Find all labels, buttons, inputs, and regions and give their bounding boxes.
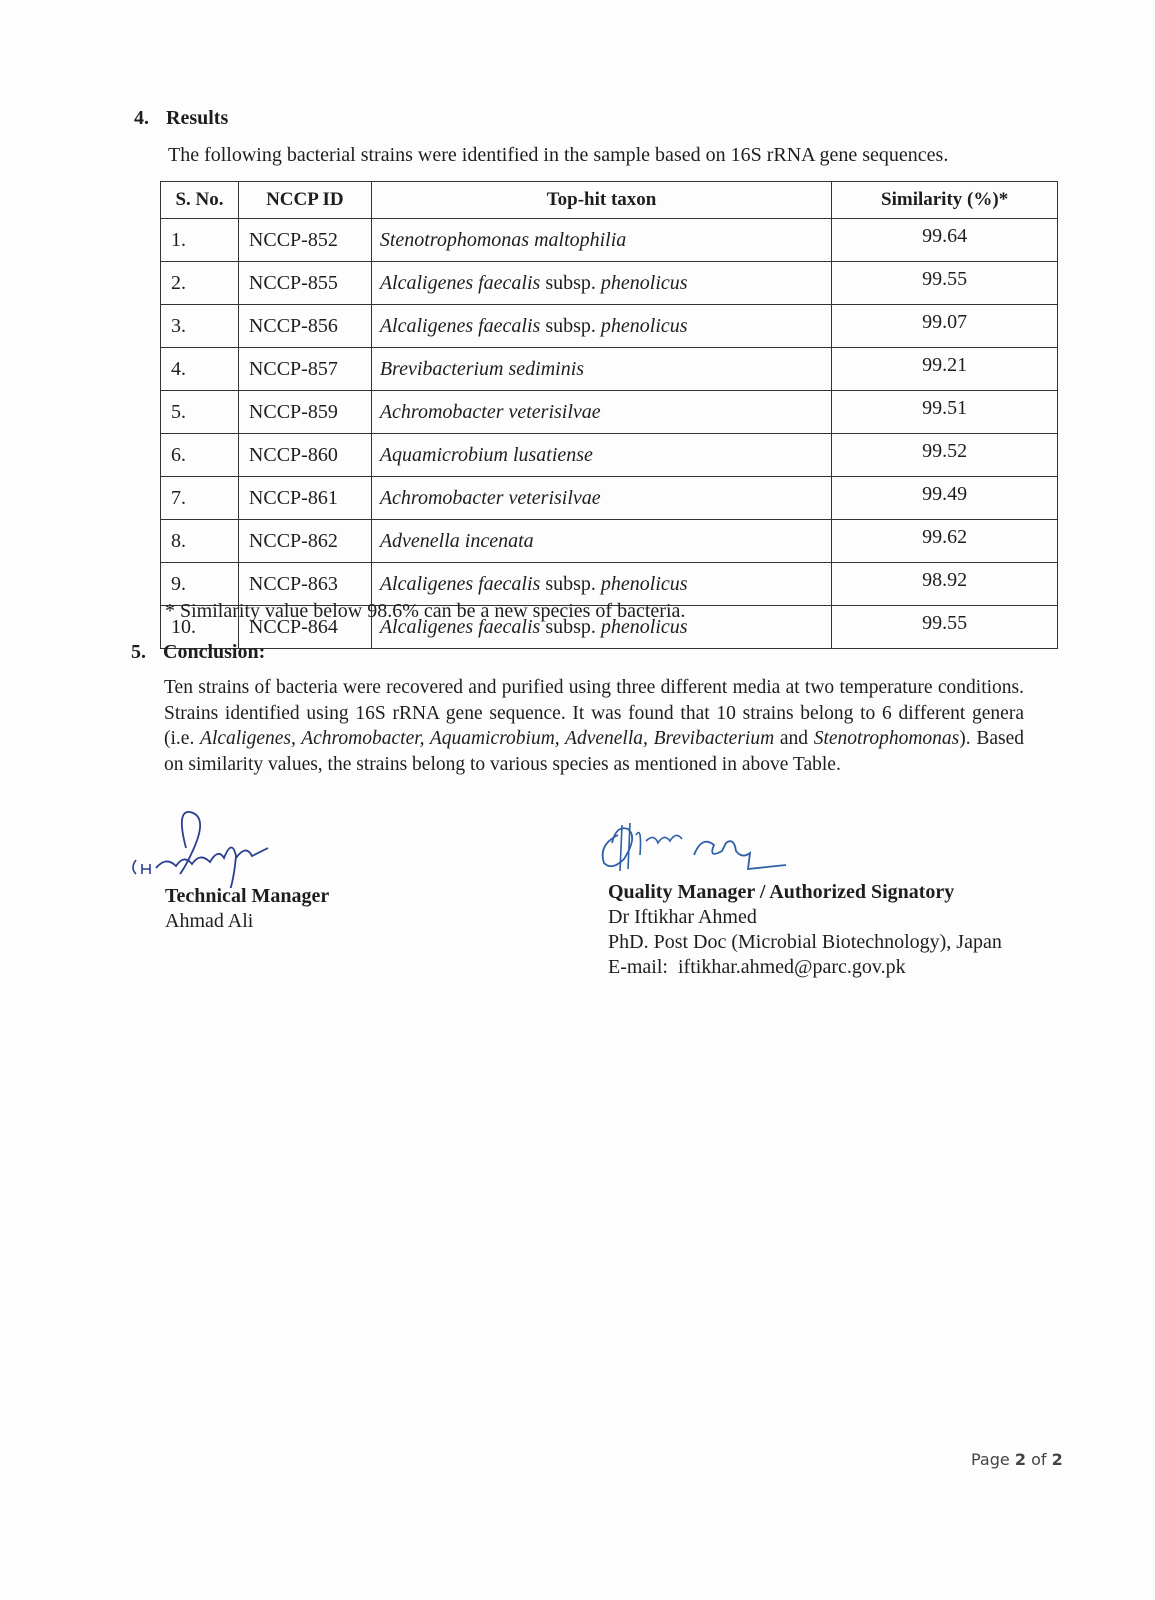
- section-number: 5.: [131, 641, 146, 663]
- signatory-email-line: [608, 955, 1002, 980]
- taxon-name: Alcaligenes faecalis: [379, 572, 541, 595]
- header-taxon: Top-hit taxon: [371, 182, 831, 219]
- cell-sno: 2.: [161, 262, 239, 305]
- cell-similarity: 98.92: [832, 563, 1058, 606]
- cell-sno: 10.: [161, 606, 239, 649]
- results-heading: [134, 107, 228, 130]
- quality-manager-block: [608, 880, 1002, 980]
- conclusion-part: and: [774, 728, 814, 749]
- conclusion-part: Ten strains of bacteria were recovered and purified using three different media at two temperature conditions. Strains identified using 16S rRNA gene sequence. It was found that 10 strains belong to 6 different genera (i.e.: [164, 677, 1024, 749]
- cell-taxon: [371, 262, 831, 305]
- cell-nccp-id: NCCP-852: [238, 219, 371, 262]
- cell-taxon: [371, 391, 831, 434]
- table-row: [161, 477, 1058, 520]
- table-row: [161, 391, 1058, 434]
- results-table: [160, 181, 1058, 649]
- cell-sno: 4.: [161, 348, 239, 391]
- taxon-name: Alcaligenes faecalis: [379, 271, 541, 294]
- quality-manager-signature: [598, 815, 798, 875]
- email-label: E-mail:: [608, 956, 668, 978]
- genus-name: Stenotrophomonas: [813, 728, 960, 749]
- cell-sno: 3.: [161, 305, 239, 348]
- cell-taxon: [371, 434, 831, 477]
- cell-taxon: [371, 477, 831, 520]
- total-pages: 2: [1051, 1450, 1063, 1469]
- cell-taxon: [371, 219, 831, 262]
- cell-taxon: [371, 520, 831, 563]
- subsp-label: subsp.: [545, 314, 596, 337]
- signatory-title: Quality Manager / Authorized Signatory: [608, 881, 955, 903]
- cell-similarity: 99.21: [832, 348, 1058, 391]
- cell-similarity: 99.52: [832, 434, 1058, 477]
- taxon-name: Brevibacterium sediminis: [379, 357, 585, 380]
- current-page: 2: [1014, 1450, 1026, 1469]
- subspecies-name: phenolicus: [600, 314, 688, 337]
- subsp-label: subsp.: [545, 572, 596, 595]
- taxon-name: Alcaligenes faecalis: [379, 615, 541, 638]
- cell-taxon: [371, 305, 831, 348]
- subspecies-name: phenolicus: [600, 572, 688, 595]
- cell-nccp-id: NCCP-855: [238, 262, 371, 305]
- cell-nccp-id: NCCP-857: [238, 348, 371, 391]
- of-word: of: [1031, 1450, 1047, 1469]
- table-row: [161, 520, 1058, 563]
- section-number: 4.: [134, 107, 149, 129]
- cell-similarity: 99.55: [832, 606, 1058, 649]
- signatory-name: Dr Iftikhar Ahmed: [608, 906, 757, 928]
- section-title: Results: [166, 107, 229, 129]
- results-intro: The following bacterial strains were identified in the sample based on 16S rRNA gene sequences.: [168, 144, 949, 166]
- section-title: Conclusion:: [163, 641, 266, 663]
- cell-similarity: 99.62: [832, 520, 1058, 563]
- signatory-qualification: PhD. Post Doc (Microbial Biotechnology), Japan: [608, 931, 1002, 953]
- cell-sno: 5.: [161, 391, 239, 434]
- cell-sno: 1.: [161, 219, 239, 262]
- header-sno: S. No.: [161, 182, 239, 219]
- taxon-name: Alcaligenes faecalis: [379, 314, 541, 337]
- cell-similarity: 99.64: [832, 219, 1058, 262]
- genera-list: Alcaligenes, Achromobacter, Aquamicrobium, Advenella, Brevibacterium: [200, 728, 775, 749]
- cell-sno: 9.: [161, 563, 239, 606]
- signatory-title: Technical Manager: [165, 885, 330, 907]
- technical-manager-block: [165, 884, 329, 934]
- cell-nccp-id: NCCP-859: [238, 391, 371, 434]
- table-header-row: [161, 182, 1058, 219]
- subsp-label: subsp.: [545, 615, 596, 638]
- cell-sno: 8.: [161, 520, 239, 563]
- page-word: Page: [971, 1450, 1010, 1469]
- similarity-footnote: * Similarity value below 98.6% can be a new species of bacteria.: [165, 600, 686, 622]
- table-row: [161, 262, 1058, 305]
- table-row: [161, 219, 1058, 262]
- header-nccp-id: NCCP ID: [238, 182, 371, 219]
- subspecies-name: phenolicus: [600, 271, 688, 294]
- conclusion-heading: [131, 641, 265, 664]
- cell-taxon: [371, 348, 831, 391]
- table-row: [161, 434, 1058, 477]
- cell-nccp-id: NCCP-861: [238, 477, 371, 520]
- email-link[interactable]: iftikhar.ahmed@parc.gov.pk: [677, 956, 906, 978]
- header-similarity: Similarity (%)*: [832, 182, 1058, 219]
- cell-nccp-id: NCCP-856: [238, 305, 371, 348]
- table-row: [161, 305, 1058, 348]
- page-number: [971, 1450, 1063, 1469]
- cell-similarity: 99.49: [832, 477, 1058, 520]
- signatory-name: Ahmad Ali: [165, 910, 254, 932]
- cell-similarity: 99.51: [832, 391, 1058, 434]
- cell-nccp-id: NCCP-863: [238, 563, 371, 606]
- subsp-label: subsp.: [545, 271, 596, 294]
- cell-similarity: 99.55: [832, 262, 1058, 305]
- cell-sno: 7.: [161, 477, 239, 520]
- technical-manager-signature: [128, 808, 288, 888]
- taxon-name: Aquamicrobium lusatiense: [379, 443, 593, 466]
- subspecies-name: phenolicus: [600, 615, 688, 638]
- cell-similarity: 99.07: [832, 305, 1058, 348]
- conclusion-part: ). Based on similarity values, the strains belong to various species as mentioned in above Table.: [164, 728, 1024, 775]
- cell-nccp-id: NCCP-860: [238, 434, 371, 477]
- taxon-name: Stenotrophomonas maltophilia: [379, 228, 627, 251]
- taxon-name: Achromobacter veterisilvae: [379, 400, 601, 423]
- conclusion-text: [164, 675, 1024, 777]
- taxon-name: Advenella incenata: [379, 529, 534, 552]
- table-row: [161, 348, 1058, 391]
- cell-nccp-id: NCCP-864: [238, 606, 371, 649]
- cell-sno: 6.: [161, 434, 239, 477]
- cell-nccp-id: NCCP-862: [238, 520, 371, 563]
- taxon-name: Achromobacter veterisilvae: [379, 486, 601, 509]
